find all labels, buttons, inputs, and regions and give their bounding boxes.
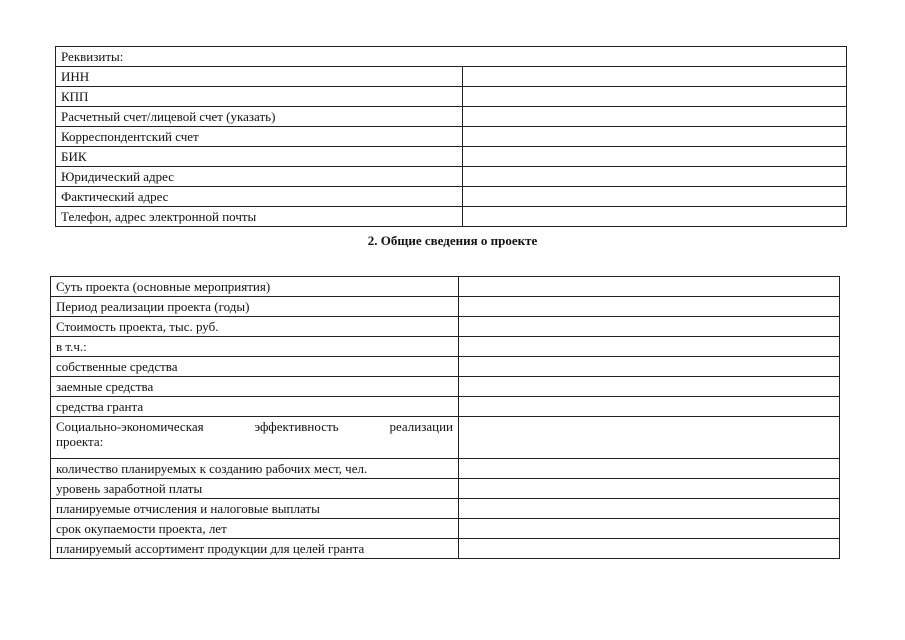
table-row <box>56 67 847 87</box>
table-row <box>51 377 840 397</box>
legal-address-value-cell[interactable] <box>463 167 847 187</box>
project-period-value-cell[interactable] <box>459 297 840 317</box>
tax-payments-value-cell[interactable] <box>459 499 840 519</box>
table-row <box>56 207 847 227</box>
table-row <box>51 459 840 479</box>
table-row <box>56 187 847 207</box>
grant-funds-value-cell[interactable] <box>459 397 840 417</box>
inn-label: ИНН <box>56 67 463 87</box>
legal-address-label: Юридический адрес <box>56 167 463 187</box>
project-info-table <box>50 276 840 559</box>
table-row <box>51 479 840 499</box>
table-row <box>51 397 840 417</box>
requisites-table <box>55 46 847 227</box>
table-row <box>56 167 847 187</box>
section-heading: 2. Общие сведения о проекте <box>367 233 538 248</box>
own-funds-value-cell[interactable] <box>459 357 840 377</box>
efficiency-label-line2: проекта: <box>56 434 104 449</box>
table-row <box>51 317 840 337</box>
salary-value-cell[interactable] <box>459 479 840 499</box>
requisites-header: Реквизиты: <box>56 47 847 67</box>
assortment-value-cell[interactable] <box>459 539 840 559</box>
table-row <box>51 417 840 459</box>
project-period-label: Период реализации проекта (годы) <box>51 297 459 317</box>
table-row <box>51 499 840 519</box>
kpp-label: КПП <box>56 87 463 107</box>
table-row <box>56 87 847 107</box>
payback-label: срок окупаемости проекта, лет <box>51 519 459 539</box>
including-label: в т.ч.: <box>51 337 459 357</box>
inn-value-cell[interactable] <box>463 67 847 87</box>
salary-label: уровень заработной платы <box>51 479 459 499</box>
account-label: Расчетный счет/лицевой счет (указать) <box>56 107 463 127</box>
project-cost-value-cell[interactable] <box>459 317 840 337</box>
table-row <box>51 297 840 317</box>
jobs-label: количество планируемых к созданию рабочих мест, чел. <box>51 459 459 479</box>
kpp-value-cell[interactable] <box>463 87 847 107</box>
table-row <box>56 127 847 147</box>
efficiency-label <box>51 417 459 459</box>
payback-value-cell[interactable] <box>459 519 840 539</box>
corr-account-value-cell[interactable] <box>463 127 847 147</box>
contacts-label: Телефон, адрес электронной почты <box>56 207 463 227</box>
table-row <box>56 47 847 67</box>
table-row <box>56 107 847 127</box>
table-row <box>51 539 840 559</box>
project-essence-label: Суть проекта (основные мероприятия) <box>51 277 459 297</box>
assortment-label: планируемый ассортимент продукции для целей гранта <box>51 539 459 559</box>
grant-funds-label: средства гранта <box>51 397 459 417</box>
table-row <box>51 357 840 377</box>
table-row <box>56 147 847 167</box>
tax-payments-label: планируемые отчисления и налоговые выплаты <box>51 499 459 519</box>
table-row <box>51 337 840 357</box>
table-row <box>51 277 840 297</box>
corr-account-label: Корреспондентский счет <box>56 127 463 147</box>
efficiency-value-cell[interactable] <box>459 417 840 459</box>
actual-address-value-cell[interactable] <box>463 187 847 207</box>
account-value-cell[interactable] <box>463 107 847 127</box>
borrowed-funds-label: заемные средства <box>51 377 459 397</box>
jobs-value-cell[interactable] <box>459 459 840 479</box>
own-funds-label: собственные средства <box>51 357 459 377</box>
bik-value-cell[interactable] <box>463 147 847 167</box>
actual-address-label: Фактический адрес <box>56 187 463 207</box>
borrowed-funds-value-cell[interactable] <box>459 377 840 397</box>
project-essence-value-cell[interactable] <box>459 277 840 297</box>
project-cost-label: Стоимость проекта, тыс. руб. <box>51 317 459 337</box>
efficiency-label-line1: Социально-экономическая эффективность реализации <box>56 419 453 434</box>
including-value-cell[interactable] <box>459 337 840 357</box>
table-row <box>51 519 840 539</box>
contacts-value-cell[interactable] <box>463 207 847 227</box>
bik-label: БИК <box>56 147 463 167</box>
